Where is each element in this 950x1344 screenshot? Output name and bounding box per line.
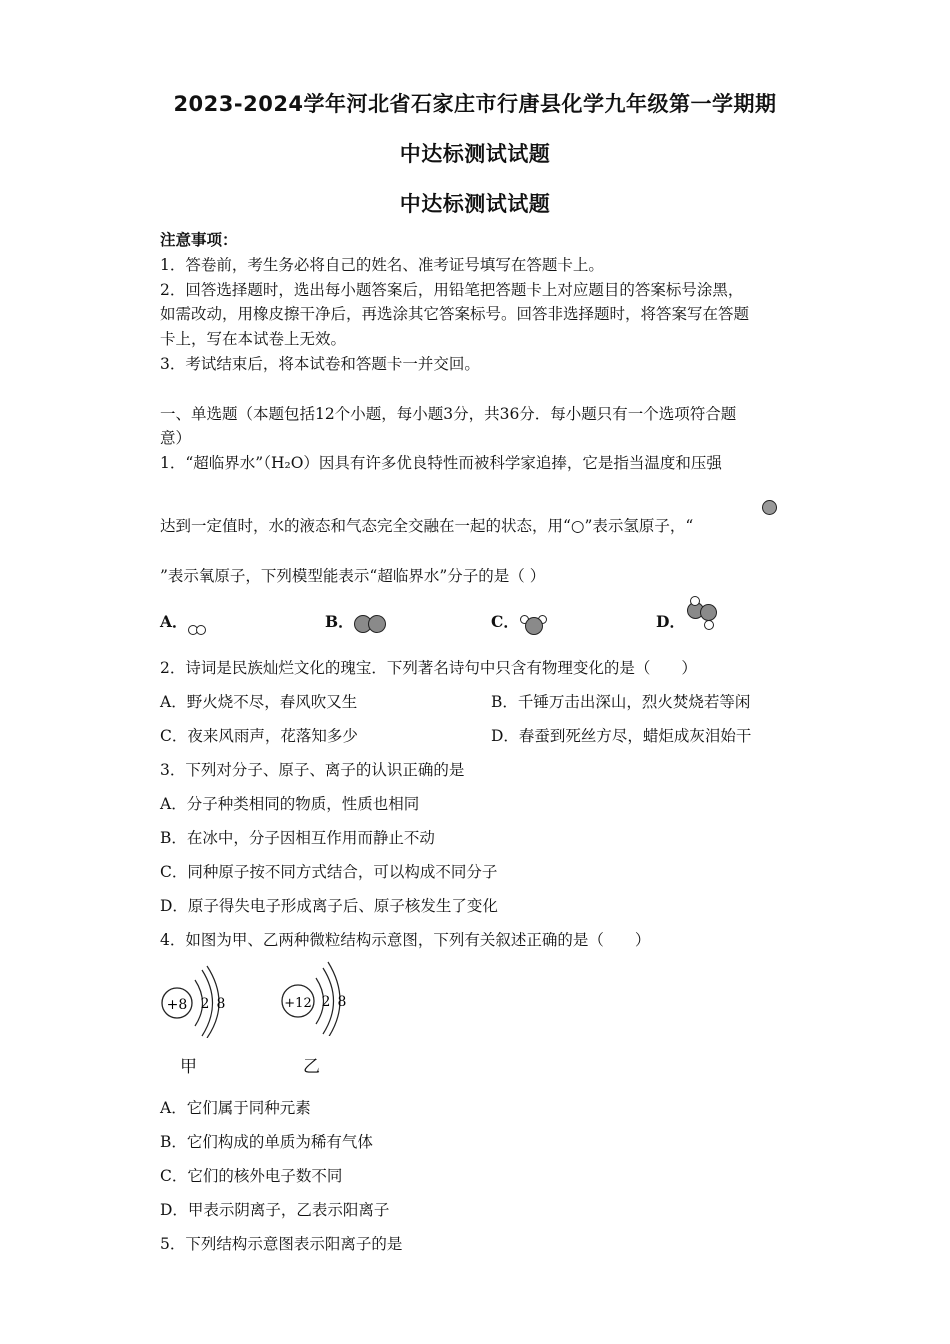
atom-structure-jia	[155, 958, 245, 1038]
notice-item-3: 3．考试结束后，将本试卷和答题卡一并交回。	[160, 355, 480, 373]
yi-shell1-electrons: 2	[321, 994, 331, 1010]
q4-option-c: C．它们的核外电子数不同	[160, 1167, 343, 1185]
q2-option-a: A．野火烧不尽，春风吹又生	[160, 693, 358, 711]
yi-label: 乙	[303, 1057, 320, 1077]
page-title-line2: 中达标测试试题	[399, 142, 551, 166]
oxygen-atom-icon	[762, 500, 778, 516]
q1-option-a: A．	[160, 612, 188, 631]
notice-item-2-line2: 如需改动，用橡皮擦干净后，再选涂其它答案标号。回答非选择题时，将答案写在答题	[160, 305, 750, 323]
notice-heading: 注意事项：	[160, 230, 238, 249]
section1-heading-line2: 意）	[160, 429, 192, 447]
q4-option-b: B．它们构成的单质为稀有气体	[160, 1133, 373, 1151]
q2-option-b: B．千锤万击出深山，烈火焚烧若等闲	[491, 693, 751, 711]
jia-label: 甲	[180, 1057, 197, 1077]
section1-heading-line1: 一、单选题（本题包括12个小题，每小题3分，共36分．每小题只有一个选项符合题	[160, 405, 737, 423]
q1-stem-line3: ”表示氧原子，下列模型能表示“超临界水”分子的是（ ）	[160, 567, 546, 585]
q1-option-b: B．	[325, 612, 354, 631]
molecule-d-icon	[686, 596, 722, 636]
q3-option-d: D．原子得失电子形成离子后、原子核发生了变化	[160, 897, 498, 915]
q2-option-d: D．春蚕到死丝方尽，蜡炬成灰泪始干	[491, 727, 752, 745]
q1-option-c: C．	[491, 612, 519, 631]
molecule-c-icon	[520, 613, 550, 637]
q2-option-c: C．夜来风雨声，花落知多少	[160, 727, 358, 745]
q4-stem: 4．如图为甲、乙两种微粒结构示意图，下列有关叙述正确的是（ ）	[160, 931, 651, 949]
q1-option-d: D．	[656, 612, 685, 631]
jia-shell1-electrons: 2	[200, 996, 210, 1012]
yi-shell2-electrons: 8	[337, 994, 347, 1010]
q1-stem-line1: 1．“超临界水”（H₂O）因具有许多优良特性而被科学家追捧，它是指当温度和压强	[160, 454, 722, 472]
atom-structure-yi	[278, 956, 368, 1036]
notice-item-1: 1．答卷前，考生务必将自己的姓名、准考证号填写在答题卡上。	[160, 256, 604, 274]
q3-option-b: B．在冰中，分子因相互作用而静止不动	[160, 829, 435, 847]
page-title-line1: 2023-2024学年河北省石家庄市行唐县化学九年级第一学期期	[173, 92, 777, 116]
jia-shell2-electrons: 8	[216, 996, 226, 1012]
q5-stem: 5．下列结构示意图表示阳离子的是	[160, 1235, 403, 1253]
q3-option-a: A．分子种类相同的物质，性质也相同	[160, 795, 420, 813]
notice-item-2-line3: 卡上，写在本试卷上无效。	[160, 330, 347, 348]
q2-stem: 2．诗词是民族灿烂文化的瑰宝．下列著名诗句中只含有物理变化的是（ ）	[160, 659, 697, 677]
q3-stem: 3．下列对分子、原子、离子的认识正确的是	[160, 761, 465, 779]
jia-nucleus-charge: +8	[166, 997, 188, 1013]
molecule-b-icon	[354, 614, 388, 634]
q4-option-a: A．它们属于同种元素	[160, 1099, 311, 1117]
molecule-a-icon	[188, 624, 208, 636]
notice-item-2-line1: 2．回答选择题时，选出每小题答案后，用铅笔把答题卡上对应题目的答案标号涂黑，	[160, 281, 744, 299]
q1-stem-line2: 达到一定值时，水的液态和气态完全交融在一起的状态，用“○”表示氢原子，“	[160, 517, 694, 535]
q3-option-c: C．同种原子按不同方式结合，可以构成不同分子	[160, 863, 498, 881]
page-title-line3: 中达标测试试题	[399, 192, 551, 216]
yi-nucleus-charge: +12	[284, 996, 312, 1011]
q4-option-d: D．甲表示阴离子，乙表示阳离子	[160, 1201, 390, 1219]
